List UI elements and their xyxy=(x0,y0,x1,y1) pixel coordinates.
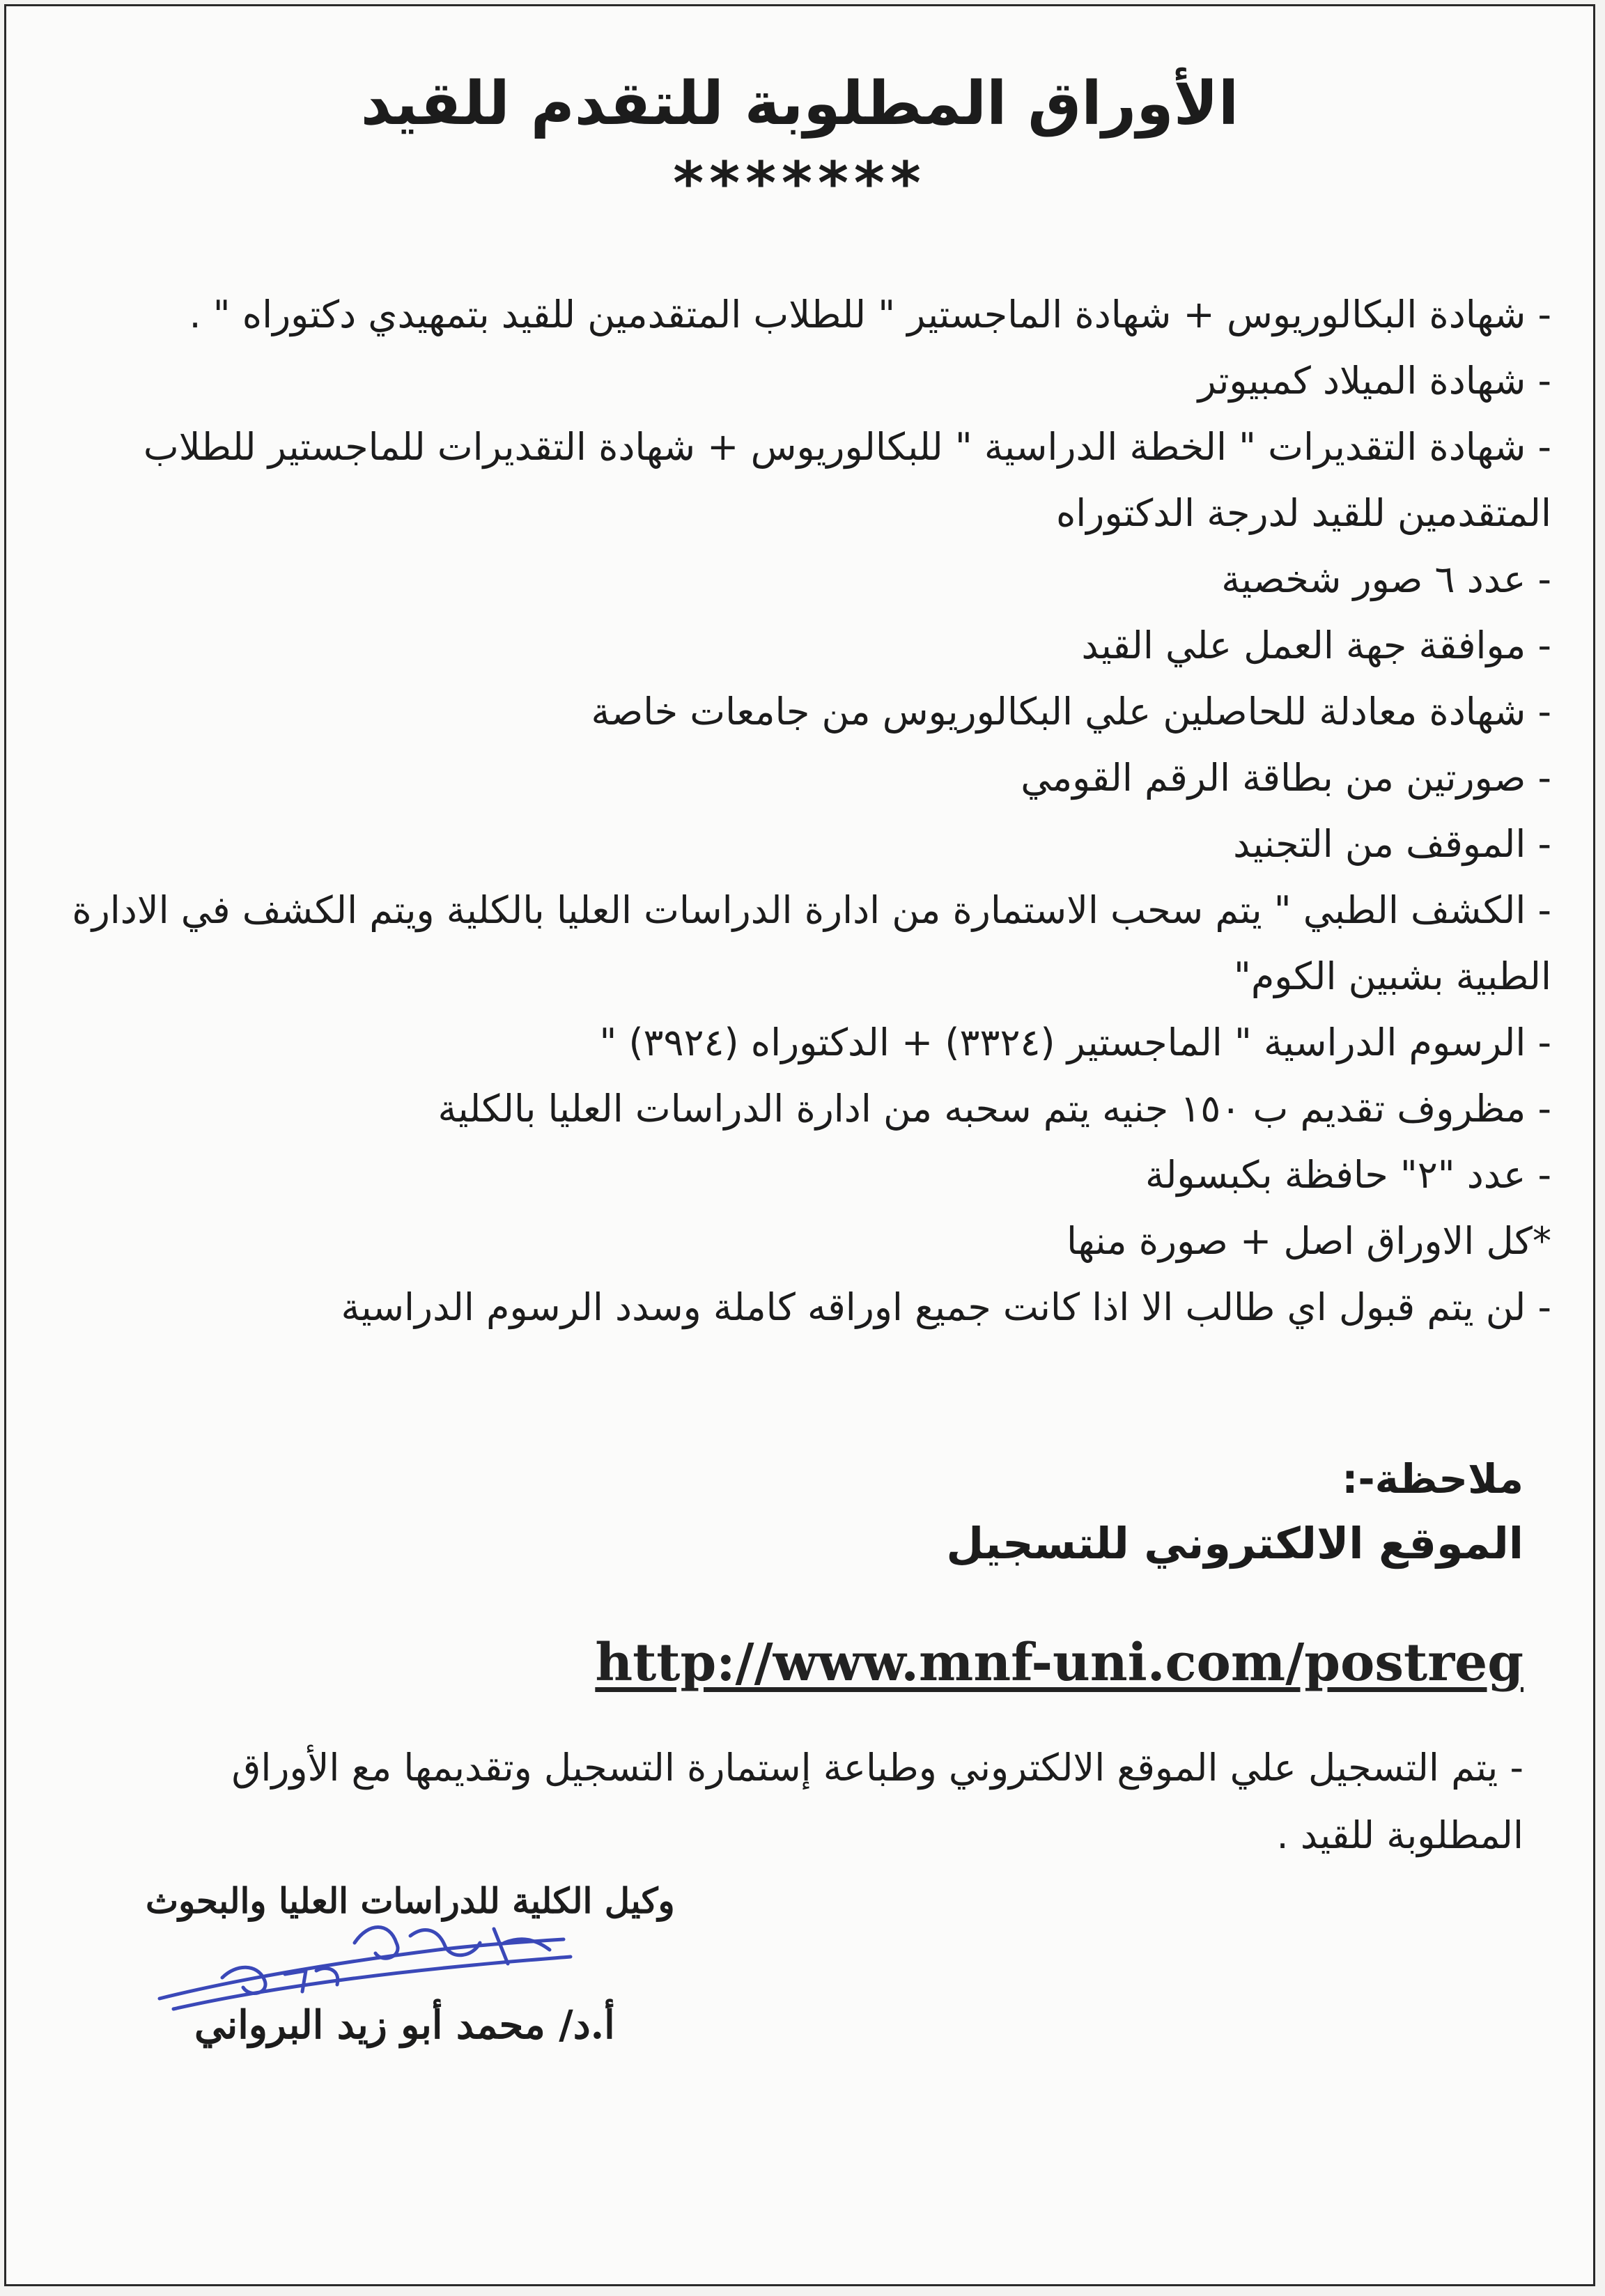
note-heading: ملاحظة-: xyxy=(1342,1455,1523,1503)
document-page xyxy=(4,4,1595,2286)
list-item: - شهادة البكالوريوس + شهادة الماجستير " للطلاب المتقدمين للقيد بتمهيدي دكتوراه " . xyxy=(189,293,1551,336)
list-item: - لن يتم قبول اي طالب الا اذا كانت جميع اوراقه كاملة وسدد الرسوم الدراسية xyxy=(341,1285,1551,1329)
list-item: - شهادة معادلة للحاصلين علي البكالوريوس من جامعات خاصة xyxy=(591,690,1551,734)
list-item: - شهادة الميلاد كمبيوتر xyxy=(1197,359,1551,403)
registration-link[interactable]: http://www.mnf-uni.com/postreg xyxy=(595,1633,1523,1693)
list-item: - الكشف الطبي " يتم سحب الاستمارة من ادارة الدراسات العليا بالكلية ويتم الكشف في الادارة الطبية بشبين الكوم" xyxy=(72,888,1551,998)
list-item: - عدد ٦ صور شخصية xyxy=(1221,557,1551,601)
registration-instruction: - يتم التسجيل علي الموقع الالكتروني وطباعة إستمارة التسجيل وتقديمها مع الأوراق المطلوبة للقيد . xyxy=(231,1746,1523,1857)
page-title: الأوراق المطلوبة للتقدم للقيد xyxy=(360,69,1239,139)
signatory-title: وكيل الكلية للدراسات العليا والبحوث xyxy=(146,1880,675,1921)
signatory-name: أ.د/ محمد أبو زيد البرواني xyxy=(194,2002,615,2048)
registration-site-label: الموقع الالكتروني للتسجيل xyxy=(946,1518,1523,1569)
stars-divider: ******* xyxy=(673,149,926,217)
list-item: - مظروف تقديم ب ١٥٠ جنيه يتم سحبه من ادارة الدراسات العليا بالكلية xyxy=(437,1087,1551,1131)
list-item: - الرسوم الدراسية " الماجستير (٣٣٢٤) + الدكتوراه (٣٩٢٤) " xyxy=(599,1021,1551,1064)
list-item: *كل الاوراق اصل + صورة منها xyxy=(1067,1219,1551,1263)
list-item: - موافقة جهة العمل علي القيد xyxy=(1081,623,1551,667)
list-item: - صورتين من بطاقة الرقم القومي xyxy=(1021,756,1551,800)
signature-strokes xyxy=(160,1927,571,2010)
list-item: - الموقف من التجنيد xyxy=(1233,822,1551,866)
requirements-list xyxy=(47,281,1551,1340)
list-item: - عدد "٢" حافظة بكبسولة xyxy=(1145,1153,1551,1197)
list-item: - شهادة التقديرات " الخطة الدراسية " للبكالوريوس + شهادة التقديرات للماجستير للطلاب المتقدمين للقيد لدرجة الدكتوراه xyxy=(143,425,1551,535)
